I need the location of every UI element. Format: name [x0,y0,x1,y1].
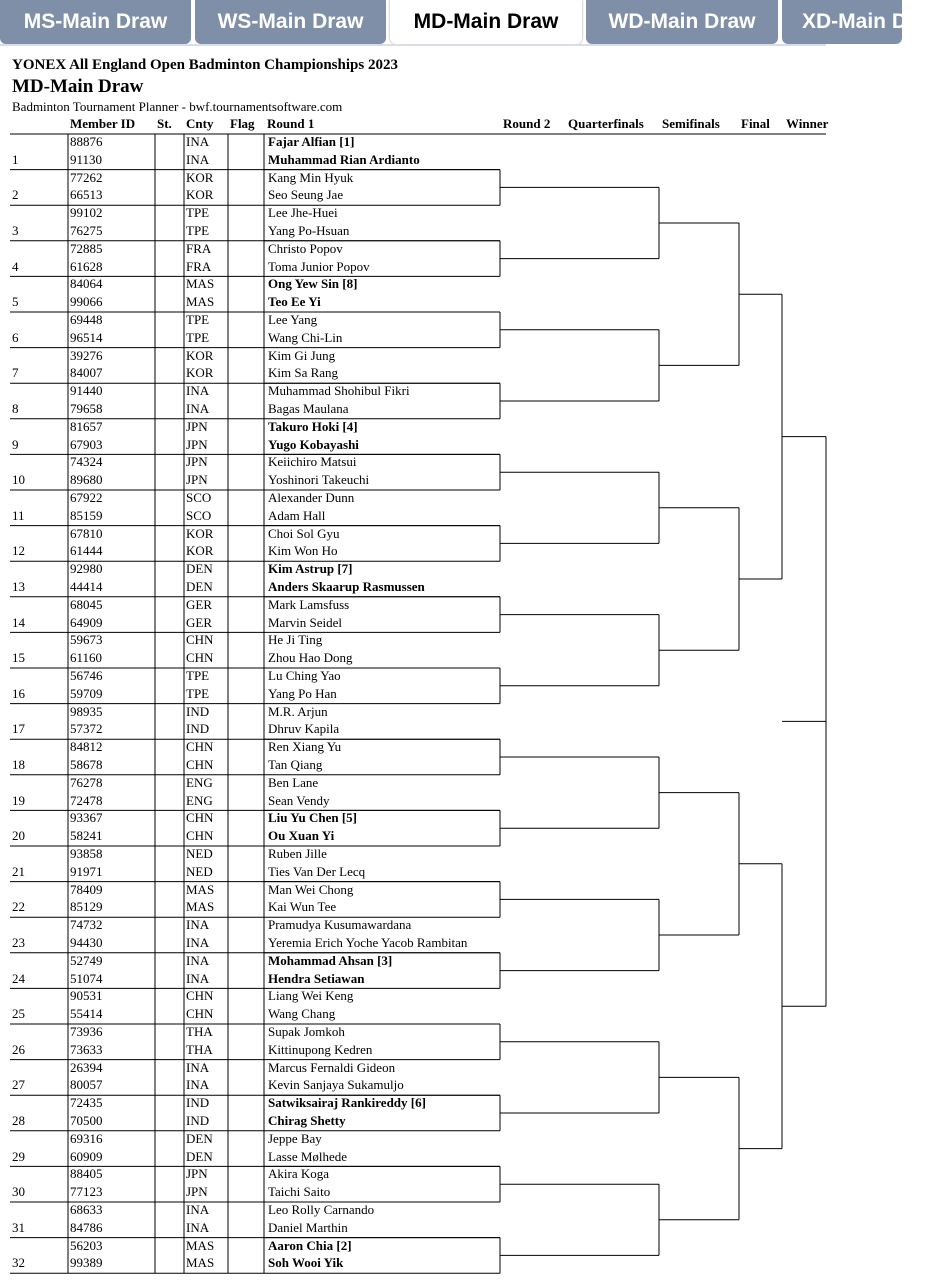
col-round-2: Round 2 [503,116,551,131]
draw-number: 22 [12,899,25,915]
draw-number: 3 [12,223,19,238]
draw-number: 27 [12,1077,25,1093]
member-id: 68045 [70,596,103,612]
country-code: IND [186,1113,210,1128]
country-code: THA [186,1024,213,1039]
player-name[interactable]: He Ji Ting [268,632,323,648]
member-id: 72435 [70,1095,103,1111]
player-name[interactable]: Ben Lane [268,774,319,790]
tab-md-main-draw[interactable]: MD-Main Draw [390,0,582,44]
player-name[interactable]: M.R. Arjun [268,703,328,719]
country-code: JPN [186,454,208,470]
tab-ws-main-draw[interactable]: WS-Main Draw [195,0,386,44]
player-name[interactable]: Adam Hall [268,507,326,523]
member-id: 66513 [70,187,103,203]
draw-number: 32 [12,1255,25,1271]
player-name[interactable]: Anders Skaarup Rasmussen [268,579,425,594]
player-name[interactable]: Yang Po-Hsuan [268,223,350,238]
member-id: 85129 [70,899,103,915]
member-id: 56746 [70,668,103,683]
country-code: CHN [186,757,214,772]
country-code: JPN [186,1184,208,1200]
country-code: CHN [186,988,214,1004]
player-name[interactable]: Kai Wun Tee [268,899,337,915]
player-name[interactable]: Muhammad Shohibul Fikri [268,383,410,399]
draw-number: 1 [12,151,19,167]
player-name[interactable]: Lee Yang [268,312,318,327]
player-name[interactable]: Toma Junior Popov [268,258,370,274]
player-name[interactable]: Zhou Hao Dong [268,650,353,666]
player-name[interactable]: Ou Xuan Yi [268,828,335,844]
draw-number: 5 [12,294,19,310]
country-code: KOR [186,169,214,185]
player-name[interactable]: Ties Van Der Lecq [268,863,366,879]
player-name[interactable]: Keiichiro Matsui [268,454,357,470]
country-code: MAS [186,1237,215,1253]
member-id: 84007 [70,365,103,381]
draw-number: 29 [12,1148,25,1164]
country-code: TPE [186,312,210,327]
draw-title: MD-Main Draw [12,76,144,97]
member-id: 51074 [70,970,103,986]
member-id: 93367 [70,810,103,826]
player-name[interactable]: Daniel Marthin [268,1219,348,1235]
country-code: INA [186,1059,210,1075]
draw-number: 26 [12,1041,25,1057]
country-code: IND [186,721,210,737]
country-code: SCO [186,507,212,523]
country-code: ENG [186,792,213,808]
member-id: 57372 [70,721,103,737]
member-id: 76278 [70,774,103,790]
member-id: 89680 [70,472,103,488]
draw-number: 6 [12,329,19,345]
player-name[interactable]: Taichi Saito [268,1184,331,1200]
col-winner: Winner [786,116,829,131]
col-country: Cnty [186,116,214,131]
country-code: INA [186,1219,210,1235]
member-id: 68633 [70,1202,103,1217]
member-id: 61444 [70,543,103,559]
member-id: 84812 [70,739,103,755]
player-name[interactable]: Marcus Fernaldi Gideon [268,1059,396,1075]
player-name[interactable]: Yugo Kobayashi [268,436,359,452]
country-code: INA [186,952,210,968]
member-id: 80057 [70,1077,103,1093]
country-code: KOR [186,187,214,203]
player-name[interactable]: Dhruv Kapila [268,721,340,737]
member-id: 81657 [70,418,103,434]
draw-number: 12 [12,543,25,559]
player-name[interactable]: Choi Sol Gyu [268,525,340,541]
player-name[interactable]: Supak Jomkoh [268,1024,345,1039]
tab-ms-main-draw[interactable]: MS-Main Draw [0,0,191,44]
country-code: INA [186,134,210,149]
country-code: DEN [186,579,213,594]
player-name[interactable]: Akira Koga [268,1166,330,1182]
draw-number: 25 [12,1006,25,1022]
col-semifinals: Semifinals [662,116,720,131]
draw-number: 2 [12,187,19,203]
draw-number: 13 [12,579,25,594]
country-code: INA [186,383,210,399]
draw-number: 24 [12,970,25,986]
member-id: 59709 [70,685,103,701]
member-id: 67903 [70,436,103,452]
country-code: CHN [186,810,214,826]
player-name[interactable]: Jeppe Bay [268,1130,322,1146]
member-id: 92980 [70,561,103,577]
draw-number: 10 [12,472,25,488]
player-name[interactable]: Ren Xiang Yu [268,739,342,755]
player-name[interactable]: Leo Rolly Carnando [268,1202,375,1217]
player-name[interactable]: Kang Min Hyuk [268,169,354,185]
col-flag: Flag [230,116,255,131]
country-code: JPN [186,436,208,452]
draw-number: 17 [12,721,25,737]
draw-number: 7 [12,365,19,381]
country-code: INA [186,935,210,950]
country-code: INA [186,917,210,933]
country-code: NED [186,863,213,879]
player-name[interactable]: Yang Po Han [268,685,337,701]
member-id: 72478 [70,792,103,808]
country-code: NED [186,846,213,861]
member-id: 91971 [70,863,103,879]
draw-number: 8 [12,401,19,416]
member-id: 67922 [70,490,103,505]
draw-number: 15 [12,650,25,666]
member-id: 58678 [70,757,103,772]
country-code: KOR [186,347,214,363]
player-name[interactable]: Muhammad Rian Ardianto [268,151,420,167]
member-id: 98935 [70,703,103,719]
col-status: St. [157,116,172,131]
member-id: 85159 [70,507,103,523]
member-id: 99102 [70,205,103,221]
member-id: 78409 [70,881,103,897]
player-name[interactable]: Hendra Setiawan [268,970,365,986]
draw-number: 20 [12,828,25,844]
player-name[interactable]: Pramudya Kusumawardana [268,917,412,933]
planner-link[interactable]: Badminton Tournament Planner - bwf.tournamentsoftware.com [12,99,343,114]
player-name[interactable]: Ruben Jille [268,846,327,861]
player-name[interactable]: Aaron Chia [2] [268,1237,352,1253]
col-quarterfinals: Quarterfinals [568,116,644,131]
country-code: INA [186,1077,210,1093]
player-name[interactable]: Wang Chang [268,1006,336,1022]
country-code: JPN [186,418,208,434]
country-code: TPE [186,685,210,701]
player-name[interactable]: Wang Chi-Lin [268,329,343,345]
member-id: 84786 [70,1219,103,1235]
draw-number: 11 [12,507,25,523]
member-id: 70500 [70,1113,103,1128]
country-code: IND [186,703,210,719]
member-id: 94430 [70,935,103,950]
country-code: MAS [186,899,215,915]
member-id: 61628 [70,258,103,274]
player-name[interactable]: Soh Wooi Yik [268,1255,344,1271]
member-id: 88876 [70,134,103,149]
country-code: INA [186,401,210,416]
country-code: MAS [186,276,215,292]
player-name[interactable]: Mohammad Ahsan [3] [268,952,393,968]
draw-number: 16 [12,685,25,701]
col-member-id: Member ID [70,116,136,131]
player-name[interactable]: Fajar Alfian [1] [268,134,355,149]
player-name[interactable]: Chirag Shetty [268,1113,346,1128]
country-code: SCO [186,490,212,505]
member-id: 69448 [70,312,103,327]
member-id: 67810 [70,525,103,541]
country-code: GER [186,614,212,630]
country-code: IND [186,1095,210,1111]
member-id: 72885 [70,240,103,256]
country-code: INA [186,970,210,986]
player-name[interactable]: Mark Lamsfuss [268,596,350,612]
country-code: CHN [186,650,214,666]
country-code: FRA [186,240,212,256]
player-name[interactable]: Kim Sa Rang [268,365,339,381]
country-code: DEN [186,561,213,577]
member-id: 52749 [70,952,103,968]
member-id: 93858 [70,846,103,861]
player-name[interactable]: Takuro Hoki [4] [268,418,358,434]
col-round-1: Round 1 [267,116,315,131]
member-id: 77262 [70,169,103,185]
member-id: 74324 [70,454,103,470]
member-id: 96514 [70,329,103,345]
member-id: 79658 [70,401,103,416]
member-id: 77123 [70,1184,103,1200]
member-id: 99389 [70,1255,103,1271]
country-code: MAS [186,294,215,310]
country-code: THA [186,1041,213,1057]
country-code: TPE [186,223,210,238]
player-name[interactable]: Kim Won Ho [268,543,338,559]
player-name[interactable]: Kevin Sanjaya Sukamuljo [268,1077,404,1093]
country-code: JPN [186,1166,208,1182]
country-code: MAS [186,881,215,897]
country-code: INA [186,151,210,167]
player-name[interactable]: Man Wei Chong [268,881,354,897]
member-id: 73633 [70,1041,103,1057]
country-code: CHN [186,739,214,755]
player-name[interactable]: Lu Ching Yao [268,668,341,683]
tournament-title: YONEX All England Open Badminton Championships 2023 [12,57,398,73]
col-final: Final [741,116,770,131]
country-code: KOR [186,525,214,541]
player-name[interactable]: Satwiksairaj Rankireddy [6] [268,1095,426,1111]
tab-wd-main-draw[interactable]: WD-Main Draw [586,0,778,44]
country-code: TPE [186,668,210,683]
country-code: DEN [186,1130,213,1146]
player-name[interactable]: Lasse Mølhede [268,1148,348,1164]
country-code: CHN [186,1006,214,1022]
member-id: 64909 [70,614,103,630]
member-id: 58241 [70,828,103,844]
member-id: 76275 [70,223,103,238]
player-name[interactable]: Bagas Maulana [268,401,349,416]
draw-number: 9 [12,436,19,452]
member-id: 99066 [70,294,103,310]
player-name[interactable]: Tan Qiang [268,757,323,772]
member-id: 26394 [70,1059,103,1075]
player-name[interactable]: Lee Jhe-Huei [268,205,338,221]
player-name[interactable]: Liang Wei Keng [268,988,354,1004]
country-code: KOR [186,543,214,559]
tab-xd-main-draw[interactable]: XD-Main Draw [782,0,902,44]
draw-number: 31 [12,1219,25,1235]
draw-number: 19 [12,792,25,808]
member-id: 88405 [70,1166,103,1182]
player-name[interactable]: Alexander Dunn [268,490,355,505]
country-code: KOR [186,365,214,381]
player-name[interactable]: Teo Ee Yi [268,294,321,310]
country-code: DEN [186,1148,213,1164]
draw-number: 30 [12,1184,25,1200]
country-code: MAS [186,1255,215,1271]
member-id: 59673 [70,632,103,648]
member-id: 74732 [70,917,103,933]
member-id: 60909 [70,1148,103,1164]
member-id: 55414 [70,1006,103,1022]
member-id: 91130 [70,151,103,167]
draw-number: 21 [12,863,25,879]
player-name[interactable]: Liu Yu Chen [5] [268,810,357,826]
draw-number: 4 [12,258,19,274]
member-id: 39276 [70,347,103,363]
draw-number: 28 [12,1113,25,1128]
player-name[interactable]: Kittinupong Kedren [268,1041,373,1057]
country-code: FRA [186,258,212,274]
draw-number: 14 [12,614,25,630]
member-id: 73936 [70,1024,103,1039]
member-id: 90531 [70,988,103,1004]
country-code: INA [186,1202,210,1217]
country-code: CHN [186,828,214,844]
member-id: 91440 [70,383,103,399]
country-code: TPE [186,205,210,221]
player-name[interactable]: Sean Vendy [268,792,330,808]
member-id: 56203 [70,1237,103,1253]
country-code: GER [186,596,212,612]
country-code: ENG [186,774,213,790]
player-name[interactable]: Ong Yew Sin [8] [268,276,358,292]
country-code: CHN [186,632,214,648]
member-id: 44414 [70,579,103,594]
player-name[interactable]: Yeremia Erich Yoche Yacob Rambitan [268,935,468,950]
draw-number: 23 [12,935,25,950]
member-id: 84064 [70,276,103,292]
player-name[interactable]: Kim Astrup [7] [268,561,353,577]
player-name[interactable]: Seo Seung Jae [268,187,344,203]
player-name[interactable]: Yoshinori Takeuchi [268,472,370,488]
member-id: 69316 [70,1130,103,1146]
member-id: 61160 [70,650,103,666]
country-code: JPN [186,472,208,488]
player-name[interactable]: Kim Gi Jung [268,347,336,363]
player-name[interactable]: Christo Popov [268,240,343,256]
country-code: TPE [186,329,210,345]
player-name[interactable]: Marvin Seidel [268,614,343,630]
draw-number: 18 [12,757,25,772]
